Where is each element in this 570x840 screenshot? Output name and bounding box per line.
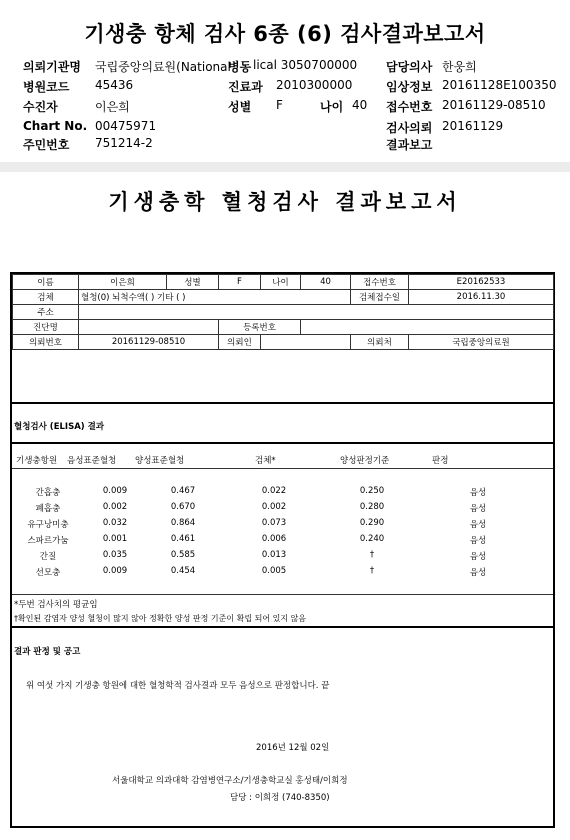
row-specimen: 0.013 [261, 550, 287, 560]
value-department: 2010300000 [276, 78, 353, 92]
cell-name: 이은희 [79, 275, 167, 290]
label-receipt-number: 접수번호 [386, 100, 433, 114]
report-date: 2016년 12월 02일 [256, 743, 330, 753]
label-requesting-institution: 의뢰기관명 [23, 60, 81, 74]
value-patient: 이은희 [95, 100, 130, 114]
table-row [13, 335, 554, 350]
col-header-positive-control: 양성표준혈청 [135, 456, 185, 466]
cell-specimen-date: 2016.11.30 [409, 290, 554, 305]
elisa-heading: 혈청검사 (ELISA) 결과 [14, 422, 105, 432]
label-hospital-code: 병원코드 [23, 80, 70, 94]
value-receipt-number: 20161129-08510 [442, 98, 546, 112]
label-result-report: 결과보고 [386, 138, 433, 152]
cell-registration [301, 320, 554, 335]
cell-label-address: 주소 [13, 305, 79, 320]
label-test-request: 검사의뢰 [386, 121, 433, 135]
table-row [13, 320, 554, 335]
col-header-cutoff: 양성판정기준 [340, 456, 390, 466]
cell-request-number: 20161129-08510 [79, 335, 219, 350]
table-row [13, 275, 554, 290]
cell-label-registration: 등록번호 [219, 320, 301, 335]
row-judgment: 음성 [469, 488, 487, 498]
cell-requester [261, 335, 351, 350]
divider [12, 442, 553, 444]
value-clinical-info: 20161128E100350 [442, 78, 557, 92]
row-cutoff: 0.290 [359, 518, 385, 528]
divider [12, 402, 553, 404]
signing-organization: 서울대학교 의과대학 감염병연구소/기생충학교실 홍성태/이희정 [112, 776, 348, 786]
label-age: 나이 [320, 100, 344, 114]
col-header-antigen: 기생충항원 [16, 456, 58, 466]
row-judgment: 음성 [469, 568, 487, 578]
value-doctor: 한웅희 [442, 60, 477, 74]
row-specimen: 0.005 [261, 566, 287, 576]
row-positive: 0.864 [170, 518, 196, 528]
row-judgment: 음성 [469, 552, 487, 562]
cell-label-specimen-date: 검체접수일 [351, 290, 409, 305]
value-requesting-institution: 국립중앙의료원(National [95, 60, 231, 74]
cell-specimen: 혈청(0) 뇌척수액( ) 기타 ( ) [79, 290, 351, 305]
divider [0, 162, 570, 172]
row-antigen: 간질 [39, 552, 57, 562]
footnote-average: *두번 검사치의 평균임 [14, 600, 98, 610]
row-cutoff: 0.250 [359, 486, 385, 496]
table-row [13, 290, 554, 305]
row-cutoff: † [369, 566, 375, 576]
row-negative: 0.009 [102, 486, 128, 496]
patient-info-table [12, 274, 554, 350]
label-patient: 수진자 [23, 100, 58, 114]
row-antigen: 간흡충 [35, 488, 61, 498]
row-cutoff: 0.240 [359, 534, 385, 544]
row-cutoff: † [369, 550, 375, 560]
col-header-negative-control: 음성표준혈청 [67, 456, 117, 466]
value-resident-number: 751214-2 [95, 136, 153, 150]
row-antigen: 폐흡충 [35, 504, 61, 514]
value-sex: F [276, 98, 283, 112]
divider [12, 468, 553, 469]
row-positive: 0.461 [170, 534, 196, 544]
row-specimen: 0.073 [261, 518, 287, 528]
footnote-cutoff: †확인된 감염자 양성 혈청이 많지 않아 정확한 양성 판정 기준이 확립 되어 있지 않음 [14, 614, 307, 623]
cell-label-name: 이름 [13, 275, 79, 290]
row-negative: 0.002 [102, 502, 128, 512]
conclusion-text: 위 여섯 가지 기생충 항원에 대한 혈청학적 검사결과 모두 음성으로 판정합니다. 끝 [26, 681, 330, 691]
cell-age: 40 [301, 275, 351, 290]
row-judgment: 음성 [469, 536, 487, 546]
cell-address [79, 305, 554, 320]
label-clinical-info: 임상정보 [386, 80, 433, 94]
cell-label-request-number: 의뢰번호 [13, 335, 79, 350]
row-negative: 0.035 [102, 550, 128, 560]
row-specimen: 0.022 [261, 486, 287, 496]
label-ward: 병동 [228, 60, 252, 74]
conclusion-heading: 결과 판정 및 공고 [14, 647, 81, 657]
row-judgment: 음성 [469, 504, 487, 514]
cell-label-specimen: 검체 [13, 290, 79, 305]
row-antigen: 선모충 [35, 568, 61, 578]
col-header-judgment: 판정 [432, 456, 449, 466]
cell-label-diagnosis: 진단명 [13, 320, 79, 335]
row-negative: 0.009 [102, 566, 128, 576]
value-test-request: 20161129 [442, 119, 504, 133]
value-ward: lical 3050700000 [253, 58, 358, 72]
col-header-specimen: 검체* [255, 456, 276, 466]
row-positive: 0.585 [170, 550, 196, 560]
divider [12, 594, 553, 595]
row-antigen: 유구낭미충 [27, 520, 69, 530]
report-title: 기생충학 혈청검사 결과보고서 [108, 189, 462, 214]
row-positive: 0.467 [170, 486, 196, 496]
row-antigen: 스파르가눔 [27, 536, 69, 546]
cell-requesting-org: 국립중앙의료원 [409, 335, 554, 350]
value-chart-no: 00475971 [95, 119, 157, 133]
label-sex: 성별 [228, 100, 252, 114]
value-hospital-code: 45436 [95, 78, 134, 92]
cell-sex: F [219, 275, 261, 290]
cell-diagnosis [79, 320, 219, 335]
row-judgment: 음성 [469, 520, 487, 530]
table-row [13, 305, 554, 320]
label-chart-no: Chart No. [23, 119, 88, 133]
page-title: 기생충 항체 검사 6종 (6) 검사결과보고서 [84, 22, 486, 46]
label-department: 진료과 [228, 80, 263, 94]
value-age: 40 [352, 98, 368, 112]
cell-label-requesting-org: 의뢰처 [351, 335, 409, 350]
label-resident-number: 주민번호 [23, 138, 70, 152]
row-negative: 0.001 [102, 534, 128, 544]
cell-label-requester: 의뢰인 [219, 335, 261, 350]
cell-label-receipt: 접수번호 [351, 275, 409, 290]
row-negative: 0.032 [102, 518, 128, 528]
label-doctor: 담당의사 [386, 60, 433, 74]
cell-label-sex: 성별 [167, 275, 219, 290]
cell-label-age: 나이 [261, 275, 301, 290]
contact-info: 담당 : 이희정 (740-8350) [230, 793, 330, 803]
row-cutoff: 0.280 [359, 502, 385, 512]
row-positive: 0.670 [170, 502, 196, 512]
cell-receipt: E20162533 [409, 275, 554, 290]
divider [12, 626, 553, 628]
row-specimen: 0.002 [261, 502, 287, 512]
row-specimen: 0.006 [261, 534, 287, 544]
row-positive: 0.454 [170, 566, 196, 576]
